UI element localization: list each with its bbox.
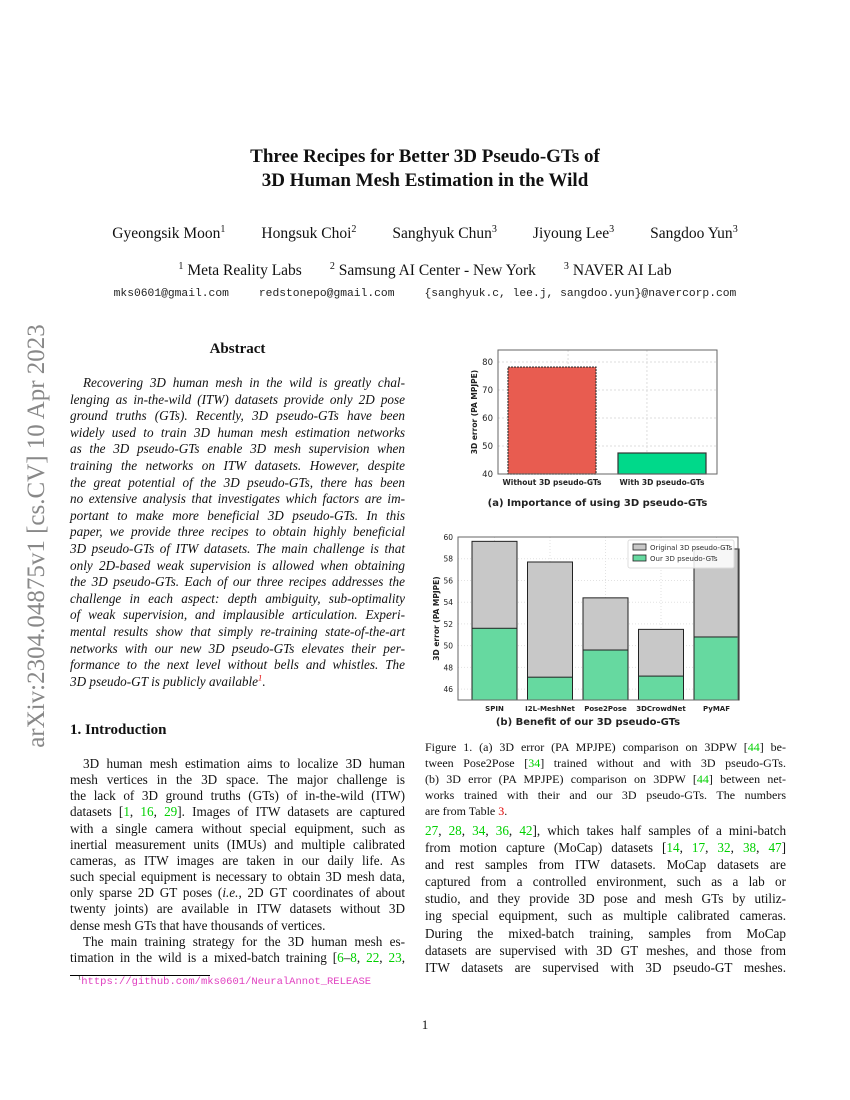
- text-line: only 2D-based weak supervision is allowed when obtaining: [70, 557, 405, 573]
- introduction-body: [70, 756, 405, 966]
- text-line: dense mesh GTs that have thousands of vertices.: [70, 917, 326, 933]
- citation-link[interactable]: 29: [164, 804, 178, 820]
- citation-link[interactable]: 47: [768, 840, 782, 856]
- email: redstonepo@gmail.com: [258, 288, 395, 300]
- author: Sangdoo Yun$^3$: [650, 223, 738, 242]
- text-line: widely used to train 3D human mesh estimation networks: [70, 424, 405, 440]
- y-tick-label: 46: [443, 685, 453, 695]
- chart-a: [460, 340, 730, 515]
- bar: [528, 677, 573, 700]
- author: Sanghyuk Chun$^3$: [392, 223, 497, 242]
- text-line: only sparse 2D GT poses (i.e., 2D GT coordinates of about: [70, 885, 406, 901]
- text-line: and rest samples from ITW datasets. MoCap datasets are: [425, 857, 786, 873]
- y-tick-label: 54: [443, 598, 453, 608]
- page-number: 1: [421, 1017, 429, 1032]
- x-tick-label: With 3D pseudo-GTs: [619, 478, 705, 487]
- bar: [472, 628, 517, 700]
- text-line: tween Pose2Pose [34] trained without and with 3D pseudo-GTs.: [425, 756, 786, 770]
- affiliation-list: [0, 262, 850, 280]
- text-line: works trained with their and our 3D pseudo-GTs. The numbers: [425, 788, 786, 802]
- y-tick-label: 56: [443, 576, 453, 586]
- citation-link[interactable]: 28: [448, 823, 462, 838]
- chart-title: (b) Benefit of our 3D pseudo-GTs: [495, 717, 681, 728]
- citation-link[interactable]: 34: [472, 823, 486, 838]
- title-line: 3D Human Mesh Estimation in the Wild: [261, 170, 589, 191]
- x-tick-label: SPIN: [485, 705, 504, 713]
- legend-swatch: [633, 544, 646, 550]
- email-list: [0, 288, 850, 300]
- legend-swatch: [633, 555, 646, 561]
- author: Hongsuk Choi$^2$: [261, 223, 357, 242]
- text-line: no extensive analysis that investigates which factors are im-: [70, 491, 405, 507]
- text-line: During the mixed-batch training, samples from MoCap: [425, 925, 786, 941]
- x-tick-label: I2L-MeshNet: [525, 705, 575, 713]
- text-line: datasets [1, 16, 29]. Images of ITW datasets are captured: [70, 804, 406, 820]
- text-line: mesh vertices in the 3D space. The major challenge is: [70, 772, 405, 788]
- text-line: Figure 1. (a) 3D error (PA MPJPE) comparison on 3DPW [44] be-: [425, 740, 786, 754]
- citation-link[interactable]: 44: [747, 740, 760, 754]
- figure-caption: [425, 739, 786, 819]
- citation-link[interactable]: 16: [140, 804, 154, 820]
- citation-link[interactable]: 8: [350, 949, 357, 965]
- email: {sanghyuk.c, lee.j, sangdoo.yun}@navercorp.com: [424, 288, 737, 300]
- author-list: [0, 225, 850, 243]
- text-line: ground truths (GTs). Recently, 3D pseudo-GTs have been: [70, 408, 405, 424]
- introduction-continuation: [425, 822, 786, 976]
- text-line: networks with our new 3D pseudo-GTs elevates their per-: [70, 640, 405, 656]
- text-line: the lack of 3D ground truths (GTs) of in-the-wild (ITW): [70, 788, 405, 804]
- text-line: challenge in each aspect: depth ambiguity, sub-optimality: [70, 590, 405, 606]
- x-tick-label: Without 3D pseudo-GTs: [502, 478, 602, 487]
- table-ref-link[interactable]: 3: [498, 804, 505, 818]
- text-line: cameras, as ITW images are taken in our daily life. As: [70, 852, 405, 868]
- bar: [618, 453, 706, 474]
- text-line: 3D human mesh estimation aims to localize 3D human: [83, 756, 405, 771]
- text-line: such special equipment is necessary to obtain 3D mesh data,: [70, 869, 405, 885]
- text-line: the great potential of the 3D pseudo-GTs, there has been: [70, 474, 405, 490]
- footnote-ref[interactable]: 1: [258, 672, 263, 683]
- bar: [583, 650, 628, 700]
- y-axis-label: 3D error (PA MPJPE): [432, 576, 441, 661]
- citation-link[interactable]: 14: [666, 840, 680, 856]
- text-line: paper, we provide three recipes to obtain highly beneficial: [70, 524, 405, 540]
- italic-text: i.e.: [222, 885, 239, 901]
- text-line: lenging as in-the-wild (ITW) datasets provide only 2D pose: [70, 391, 405, 407]
- arxiv-stamp: arXiv:2304.04875v1 [cs.CV] 10 Apr 2023: [23, 324, 50, 748]
- affiliation: $^1$ Meta Reality Labs: [178, 260, 302, 279]
- text-line: as the 3D pseudo-GTs enable 3D mesh supervision when: [70, 441, 405, 457]
- y-tick-label: 60: [443, 533, 453, 542]
- author: Jiyoung Lee$^3$: [532, 223, 615, 242]
- citation-link[interactable]: 1: [123, 804, 130, 820]
- email: mks0601@gmail.com: [113, 288, 229, 300]
- x-tick-label: PyMAF: [703, 705, 730, 713]
- legend-label: Our 3D pseudo-GTs: [650, 555, 718, 563]
- text-line: ing special equipment, such as multiple calibrated cameras.: [425, 908, 786, 924]
- citation-link[interactable]: 42: [519, 823, 533, 838]
- y-tick-label: 58: [443, 554, 453, 564]
- y-tick-label: 48: [443, 663, 453, 673]
- text-line: Recovering 3D human mesh in the wild is greatly chal-: [83, 375, 405, 390]
- text-line: formance to the next level without bells and whistles. The: [70, 657, 405, 673]
- chart-title: (a) Importance of using 3D pseudo-GTs: [487, 498, 708, 509]
- y-axis-label: 3D error (PA MPJPE): [470, 369, 479, 455]
- text-line: 3D pseudo-GT is publicly available$^1$.: [70, 672, 266, 689]
- citation-link[interactable]: 6: [337, 949, 344, 965]
- text-line: mental results show that simply re-training state-of-the-art: [70, 623, 405, 639]
- citation-link[interactable]: 32: [717, 840, 731, 856]
- citation-link[interactable]: 38: [742, 840, 757, 856]
- y-tick-label: 50: [482, 442, 493, 453]
- text-line: inertial measurement units (IMUs) and multiple calibrated: [70, 836, 405, 852]
- citation-link[interactable]: 22: [366, 949, 380, 965]
- affiliation: $^3$ NAVER AI Lab: [563, 260, 672, 279]
- y-tick-label: 50: [443, 641, 453, 651]
- text-line: (b) 3D error (PA MPJPE) comparison on 3DPW [44] between net-: [425, 772, 786, 786]
- chart-b: [420, 528, 750, 733]
- y-tick-label: 40: [482, 470, 493, 480]
- title-line: Three Recipes for Better 3D Pseudo-GTs of: [250, 146, 600, 167]
- text-line: twenty joints) are available in ITW datasets without 3D: [70, 901, 405, 917]
- text-line: with a single camera without special equipment, such as: [70, 820, 405, 836]
- citation-link[interactable]: 23: [388, 949, 402, 965]
- text-line: The main training strategy for the 3D human mesh es-: [83, 933, 405, 949]
- bar: [639, 676, 684, 700]
- citation-link[interactable]: 34: [528, 756, 541, 770]
- text-line: of weak supervision, and implausible articulation. Experi-: [70, 607, 405, 623]
- text-line: datasets are supervised with 3D GT meshes, and those from: [425, 942, 786, 958]
- text-line: 27, 28, 34, 36, 42], which takes half samples of a mini-batch: [425, 823, 787, 838]
- citation-link[interactable]: 36: [495, 823, 509, 838]
- citation-link[interactable]: 27: [425, 823, 439, 838]
- text-line: timation in the wild is a mixed-batch training [6–8, 22, 23,: [70, 949, 405, 965]
- legend-label: Original 3D pseudo-GTs: [650, 544, 733, 552]
- text-line: ITW datasets are supervised with 3D pseudo-GT meshes.: [425, 959, 786, 975]
- author: Gyeongsik Moon$^1$: [112, 223, 226, 242]
- citation-link[interactable]: 44: [696, 772, 709, 786]
- x-tick-label: Pose2Pose: [584, 705, 627, 713]
- y-tick-label: 60: [482, 414, 493, 425]
- y-tick-label: 80: [482, 358, 493, 369]
- bar: [508, 367, 596, 474]
- x-tick-label: 3DCrowdNet: [636, 705, 686, 713]
- footnote-link[interactable]: https://github.com/mks0601/NeuralAnnot_RELEASE: [81, 976, 372, 988]
- abstract-body: [70, 375, 405, 690]
- text-line: are from Table 3.: [425, 804, 508, 818]
- bar: [694, 637, 739, 700]
- citation-link[interactable]: 17: [691, 840, 706, 856]
- text-line: from motion capture (MoCap) datasets [14, 17, 32, 38, 47]: [425, 840, 787, 856]
- affiliation: $^2$ Samsung AI Center - New York: [329, 260, 536, 279]
- y-tick-label: 70: [482, 386, 493, 397]
- text-line: the 3D pseudo-GTs. Each of our three recipes addresses the: [70, 574, 405, 590]
- section-heading: 1. Introduction: [70, 722, 167, 738]
- y-tick-label: 52: [443, 619, 453, 629]
- abstract-heading: Abstract: [209, 341, 266, 357]
- text-line: captured from a controlled environment, such as a lab or: [425, 874, 786, 890]
- paper-title: [0, 145, 850, 193]
- text-line: studio, and they provide 3D pose and mesh GTs by utiliz-: [425, 891, 786, 907]
- footnote: $^1$https://github.com/mks0601/NeuralAnnot_RELEASE: [78, 974, 372, 988]
- text-line: 3D pseudo-GTs of ITW datasets. The main challenge is that: [70, 540, 405, 556]
- text-line: portant to make more beneficial 3D pseudo-GTs. In this: [70, 507, 405, 523]
- text-line: training the networks on ITW datasets. However, despite: [70, 457, 405, 473]
